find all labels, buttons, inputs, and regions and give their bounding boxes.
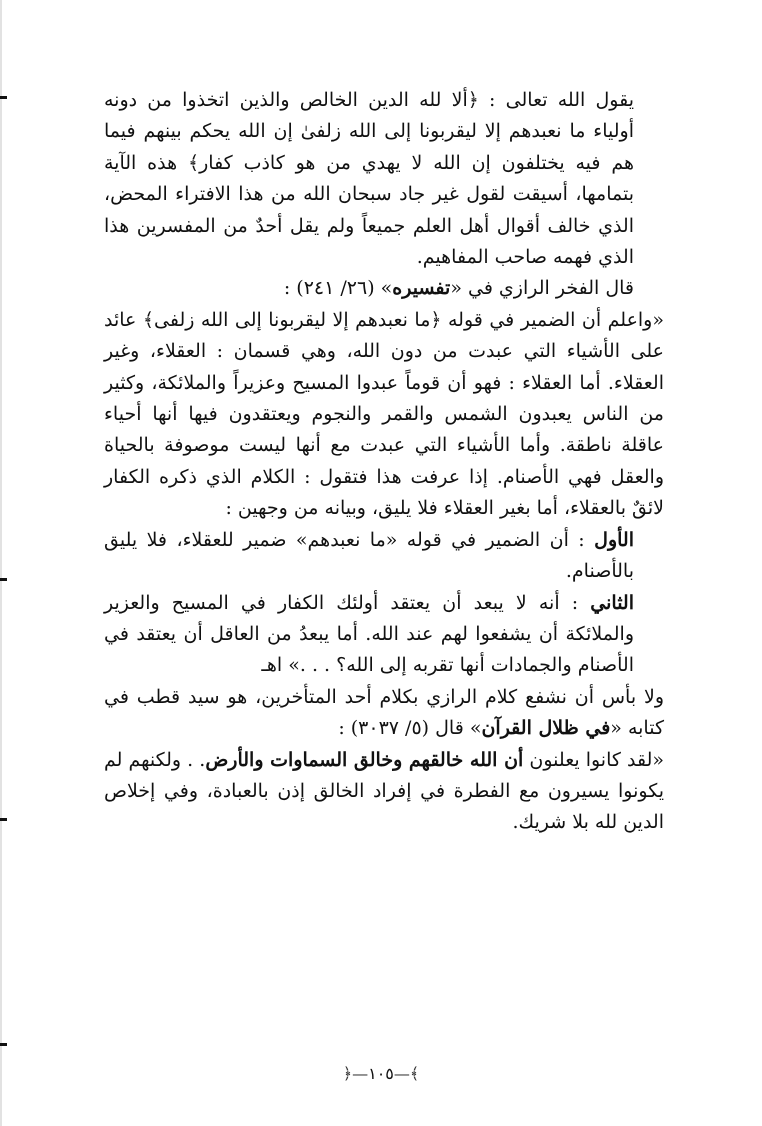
edge-mark <box>0 1043 7 1046</box>
edge-mark <box>0 96 7 99</box>
paragraph-text: ولا بأس أن نشفع كلام الرازي بكلام أحد المتأخرين، هو سيد قطب في كتابه « <box>104 685 664 740</box>
page-left-edge <box>0 0 2 1126</box>
paragraph-text: «لقد كانوا يعلنون <box>523 748 664 771</box>
citation-reference: » قال (٥/ ٣٠٣٧) : <box>338 717 482 740</box>
paragraph-text: «واعلم أن الضمير في قوله ﴿ما نعبدهم إلا ليقربونا إلى الله زلفى﴾ عائد على الأشياء التي عبدت من دون الله، وهي قسمان : العقلاء، وغير العقلاء. أما العقلاء : فهو أن قوماً عبدوا المسيح وعزيراً والملائكة، وكثير من الناس يعبدون الشمس والقمر والنجوم ويعتقدون فيها أنها أحياء عاقلة ناطقة. وأما الأشياء التي عبدت مع أنها ليست موصوفة بالحياة والعقل فهي الأصنام. إذا عرفت هذا فتقول : الكلام الذي ذكره الكفار لائقٌ بالعقلاء، أما بغير العقلاء فلا يليق، وبيانه من وجهين : <box>104 308 664 520</box>
paragraph-first-point <box>104 525 664 588</box>
paragraph-text: : أنه لا يبعد أن يعتقد أولئك الكفار في المسيح والعزير والملائكة أن يشفعوا لهم عند الله. أما يبعدُ من العاقل أن يعتقد في الأصنام والجمادات أنها تقربه إلى الله؟ . . .» اهـ <box>104 591 634 677</box>
paragraph-razi-quote <box>104 305 664 525</box>
paragraph-text: قال الفخر الرازي في « <box>450 277 634 300</box>
footer-ornament: ﴾— <box>393 1064 420 1083</box>
edge-mark <box>0 578 7 581</box>
book-title-zilal: في ظلال القرآن <box>481 717 611 740</box>
footer-ornament: —﴿ <box>342 1064 369 1083</box>
paragraph-second-point <box>104 588 664 682</box>
paragraph-qutb-quote <box>104 745 664 839</box>
edge-mark <box>0 818 7 821</box>
paragraph-text: . . ولكنهم لم يكونوا يسيرون مع الفطرة في إفراد الخالق إذن بالعبادة، وفي إخلاص الدين لله بلا شريك. <box>104 748 664 834</box>
paragraph-razi-intro <box>104 273 664 304</box>
paragraph-text: يقول الله تعالى : ﴿ألا لله الدين الخالص والذين اتخذوا من دونه أولياء ما نعبدهم إلا ليقربونا إلى الله زلفىٰ إن الله يحكم بينهم فيما هم فيه يختلفون إن الله لا يهدي من هو كاذب كفار﴾ هذه الآية بتمامها، أسيقت لقول غير جاد سبحان الله من هذا الافتراء المحض، الذي خالف أقوال أهل العلم جميعاً ولم يقل أحدٌ من المفسرين هذا الذي فهمه صاحب المفاهيم. <box>104 89 634 269</box>
paragraph-qutb-intro <box>104 682 664 745</box>
page-number: ١٠٥ <box>368 1064 394 1083</box>
page-footer <box>0 1064 762 1083</box>
point-label-first: الأول <box>594 528 634 551</box>
book-title-tafsir: تفسيره <box>392 277 451 300</box>
paragraph-quran-verse <box>104 85 664 273</box>
paragraph-text: : أن الضمير في قوله «ما نعبدهم» ضمير للعقلاء، فلا يليق بالأصنام. <box>104 528 634 583</box>
point-label-second: الثاني <box>590 591 634 614</box>
body-text <box>104 85 664 839</box>
citation-reference: » (٢٦/ ٢٤١) : <box>283 277 393 300</box>
emphasized-phrase: أن الله خالقهم وخالق السماوات والأرض <box>205 748 524 771</box>
